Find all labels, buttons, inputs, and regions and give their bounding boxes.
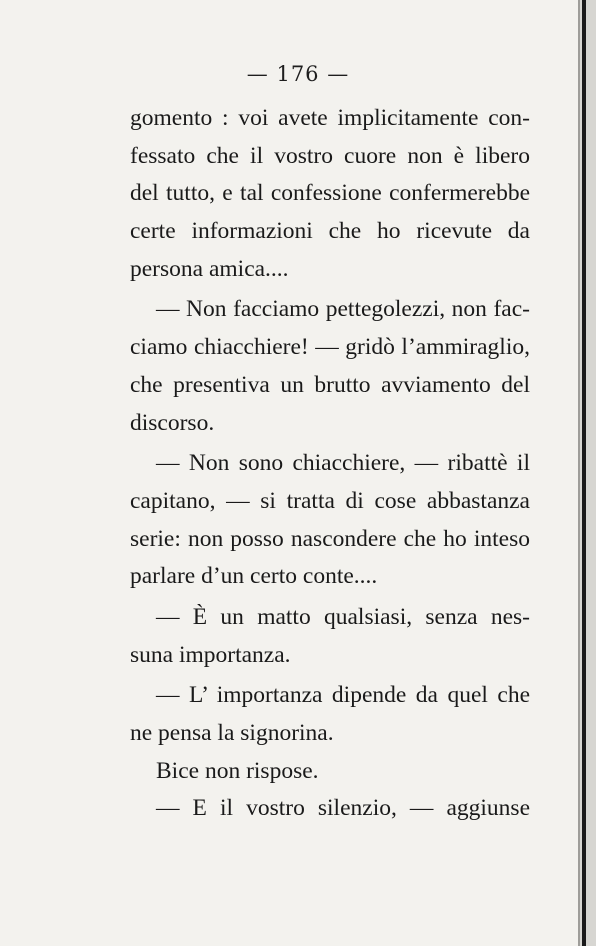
text-line: discorso.: [130, 409, 215, 436]
text-line: persona amica....: [130, 255, 289, 282]
body-text: [130, 100, 530, 828]
text-line: ciamo chiacchiere! — gridò l’ammiraglio,: [130, 334, 530, 361]
text-line: serie: non posso nascondere che ho inteso: [130, 525, 530, 552]
text-line: fessato che il vostro cuore non è libero: [130, 142, 530, 169]
text-line: ne pensa la signorina.: [130, 720, 334, 746]
book-spine-edge: [578, 0, 596, 946]
text-line: — L’ importanza dipende da quel che: [156, 682, 530, 709]
text-line: — Non sono chiacchiere, — ribattè il: [156, 450, 530, 477]
text-line: che presentiva un brutto avviamento del: [130, 371, 530, 398]
binding-shadow: [582, 0, 586, 946]
text-line: parlare d’un certo conte....: [130, 563, 378, 590]
text-line: — E il vostro silenzio, — aggiunse: [156, 795, 530, 822]
page-number: — 176 —: [246, 62, 350, 86]
text-line: capitano, — si tratta di cose abbastanza: [130, 487, 530, 514]
text-line: — È un matto qualsiasi, senza nes-: [156, 603, 530, 630]
text-line: — Non facciamo pettegolezzi, non fac-: [156, 296, 530, 323]
text-line: Bice non rispose.: [156, 757, 319, 784]
text-line: certe informazioni che ho ricevute da: [130, 218, 530, 245]
text-line: suna importanza.: [130, 641, 291, 668]
text-line: gomento : voi avete implicitamente con-: [130, 105, 530, 131]
text-line: del tutto, e tal confessione confermerebbe: [130, 180, 530, 207]
